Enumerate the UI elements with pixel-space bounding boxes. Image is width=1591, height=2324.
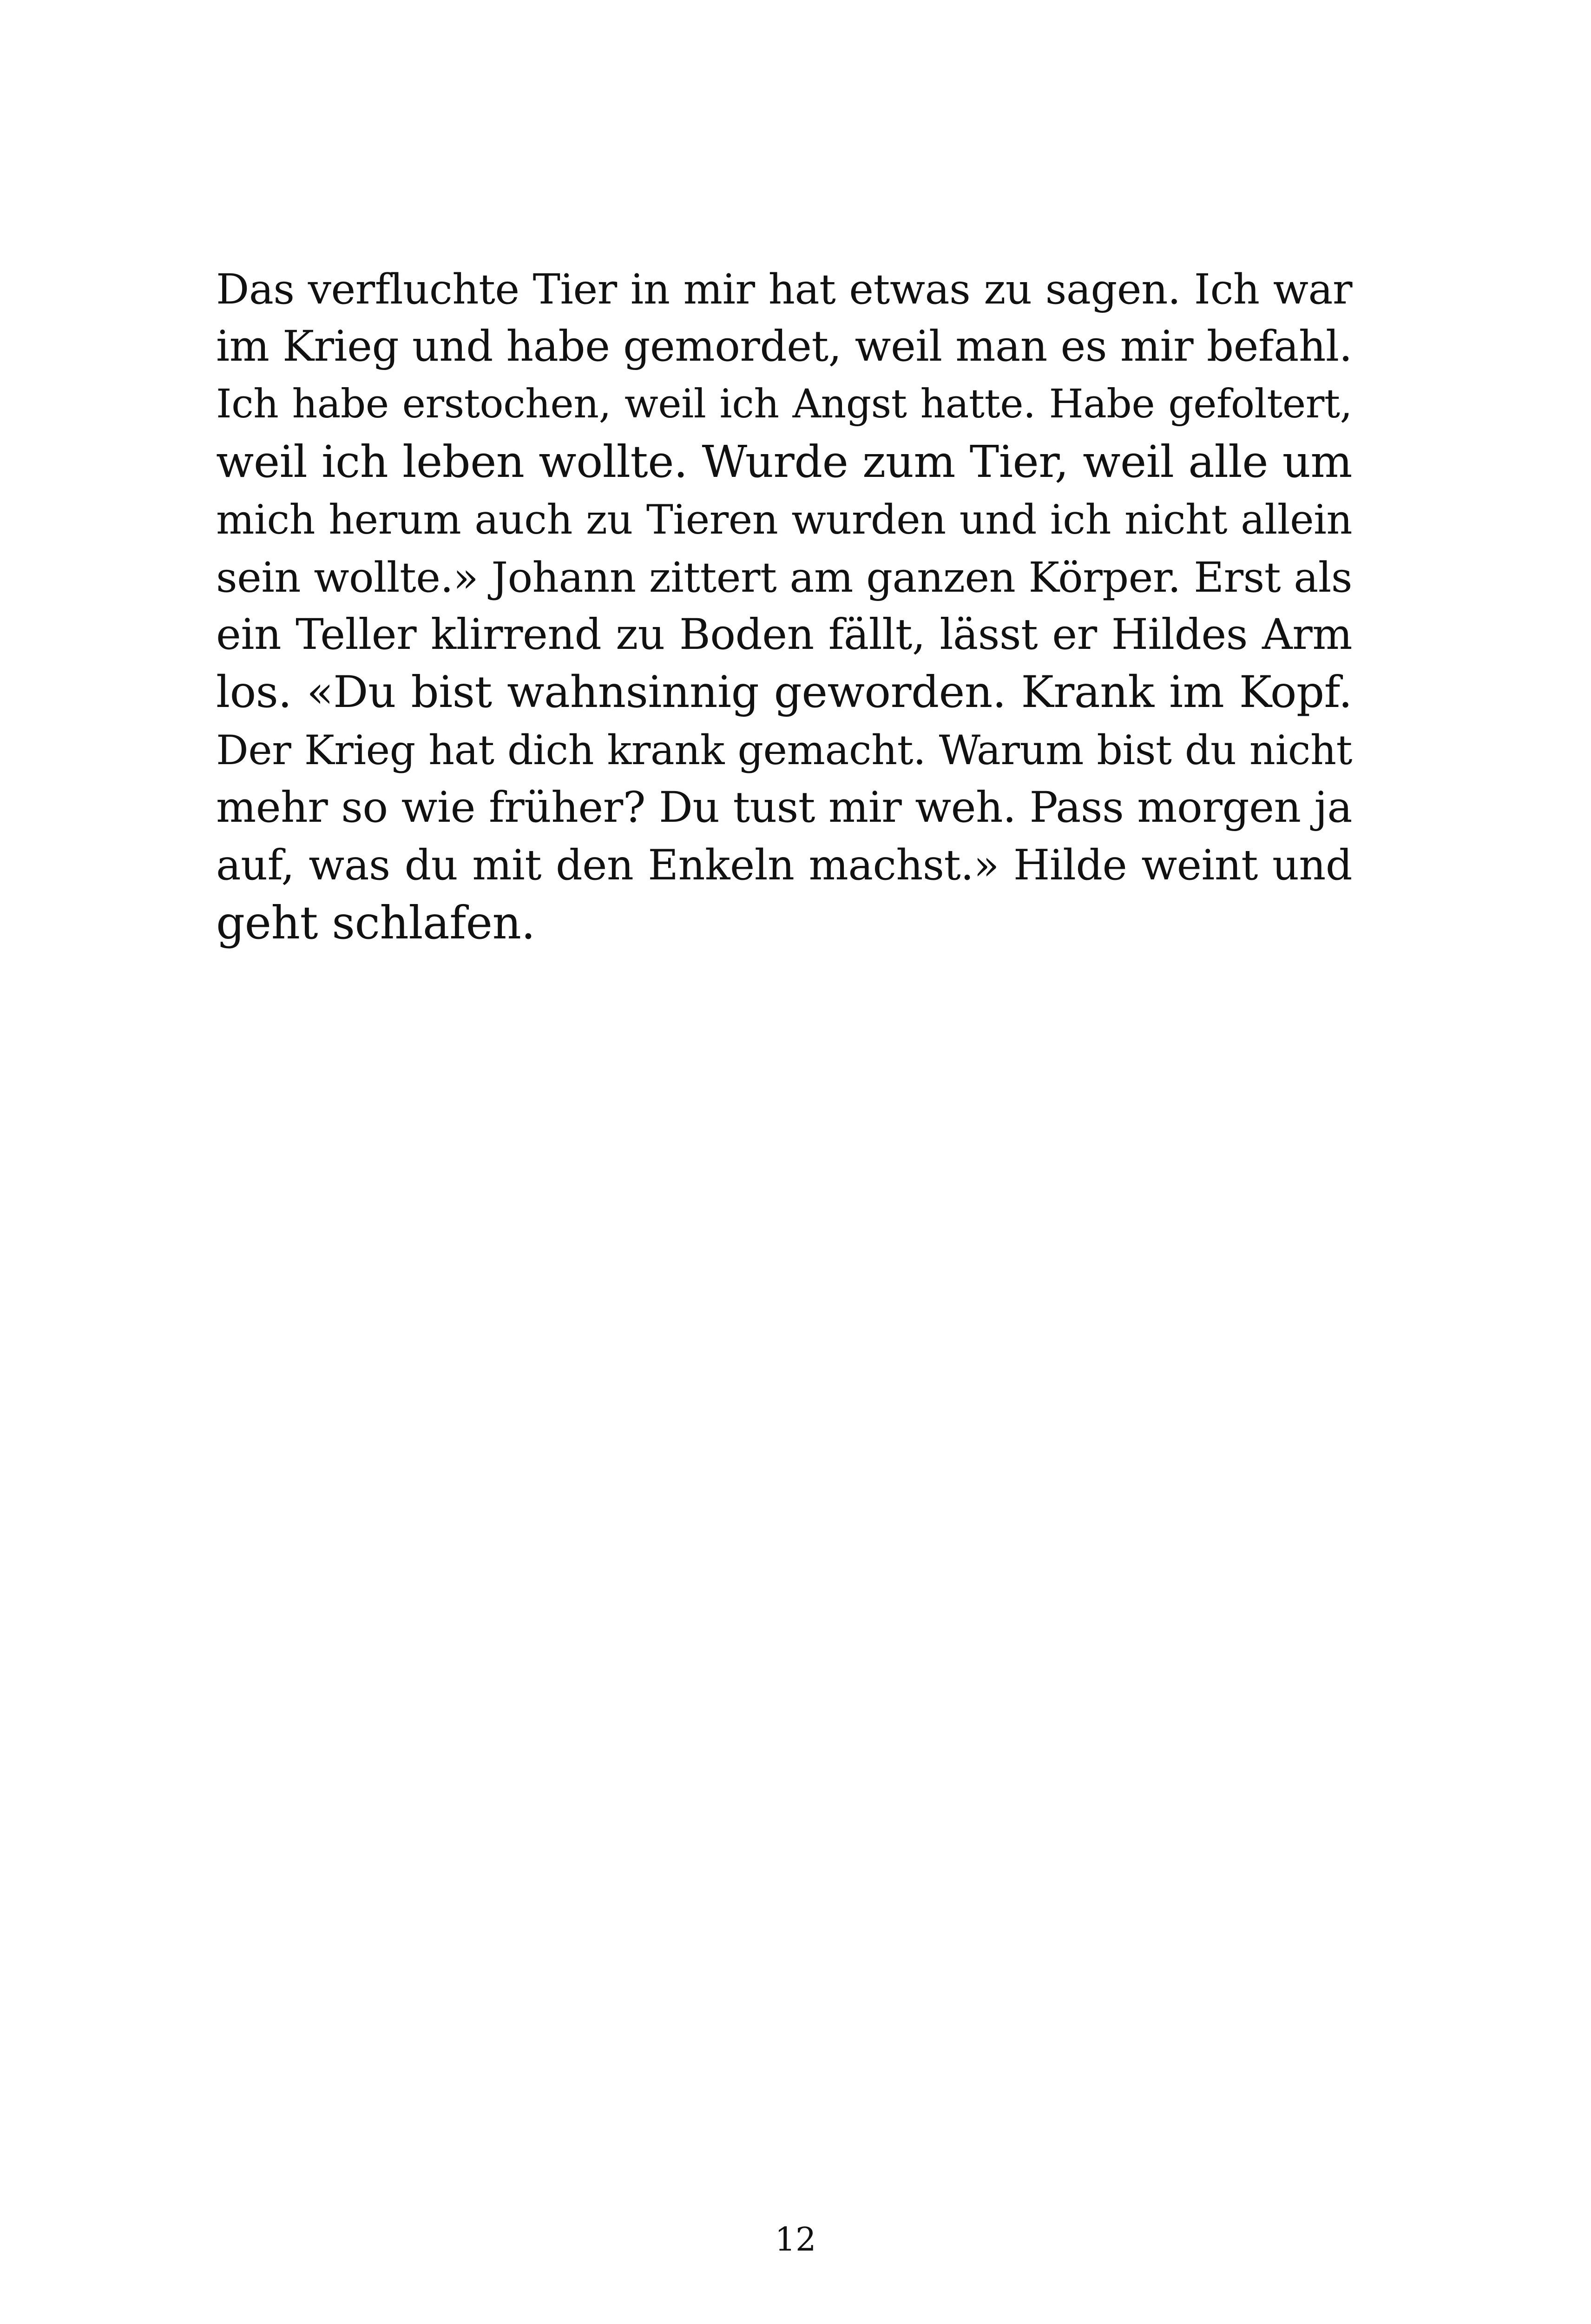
text-line: mich herum auch zu Tieren wurden und ich nicht allein	[216, 496, 1352, 543]
body-paragraph	[216, 260, 1352, 952]
text-line: los. «Du bist wahnsinnig geworden. Krank im Kopf.	[216, 667, 1352, 718]
text-line: sein wollte.» Johann zittert am ganzen Körper. Erst als	[216, 553, 1352, 601]
text-line: Das verfluchte Tier in mir hat etwas zu sagen. Ich war	[216, 265, 1352, 313]
text-line: ein Teller klirrend zu Boden fällt, lässt er Hildes Arm	[216, 610, 1352, 659]
text-line: weil ich leben wollte. Wurde zum Tier, weil alle um	[216, 436, 1352, 488]
text-line: geht schlafen.	[216, 897, 535, 949]
text-line: Ich habe erstochen, weil ich Angst hatte. Habe gefoltert,	[216, 381, 1352, 427]
text-line: im Krieg und habe gemordet, weil man es mir befahl.	[216, 322, 1352, 371]
page-number: 12	[775, 2220, 816, 2258]
text-line: mehr so wie früher? Du tust mir weh. Pass morgen ja	[216, 783, 1352, 832]
text-line: Der Krieg hat dich krank gemacht. Warum bist du nicht	[216, 726, 1352, 774]
text-line: auf, was du mit den Enkeln machst.» Hilde weint und	[216, 841, 1352, 890]
